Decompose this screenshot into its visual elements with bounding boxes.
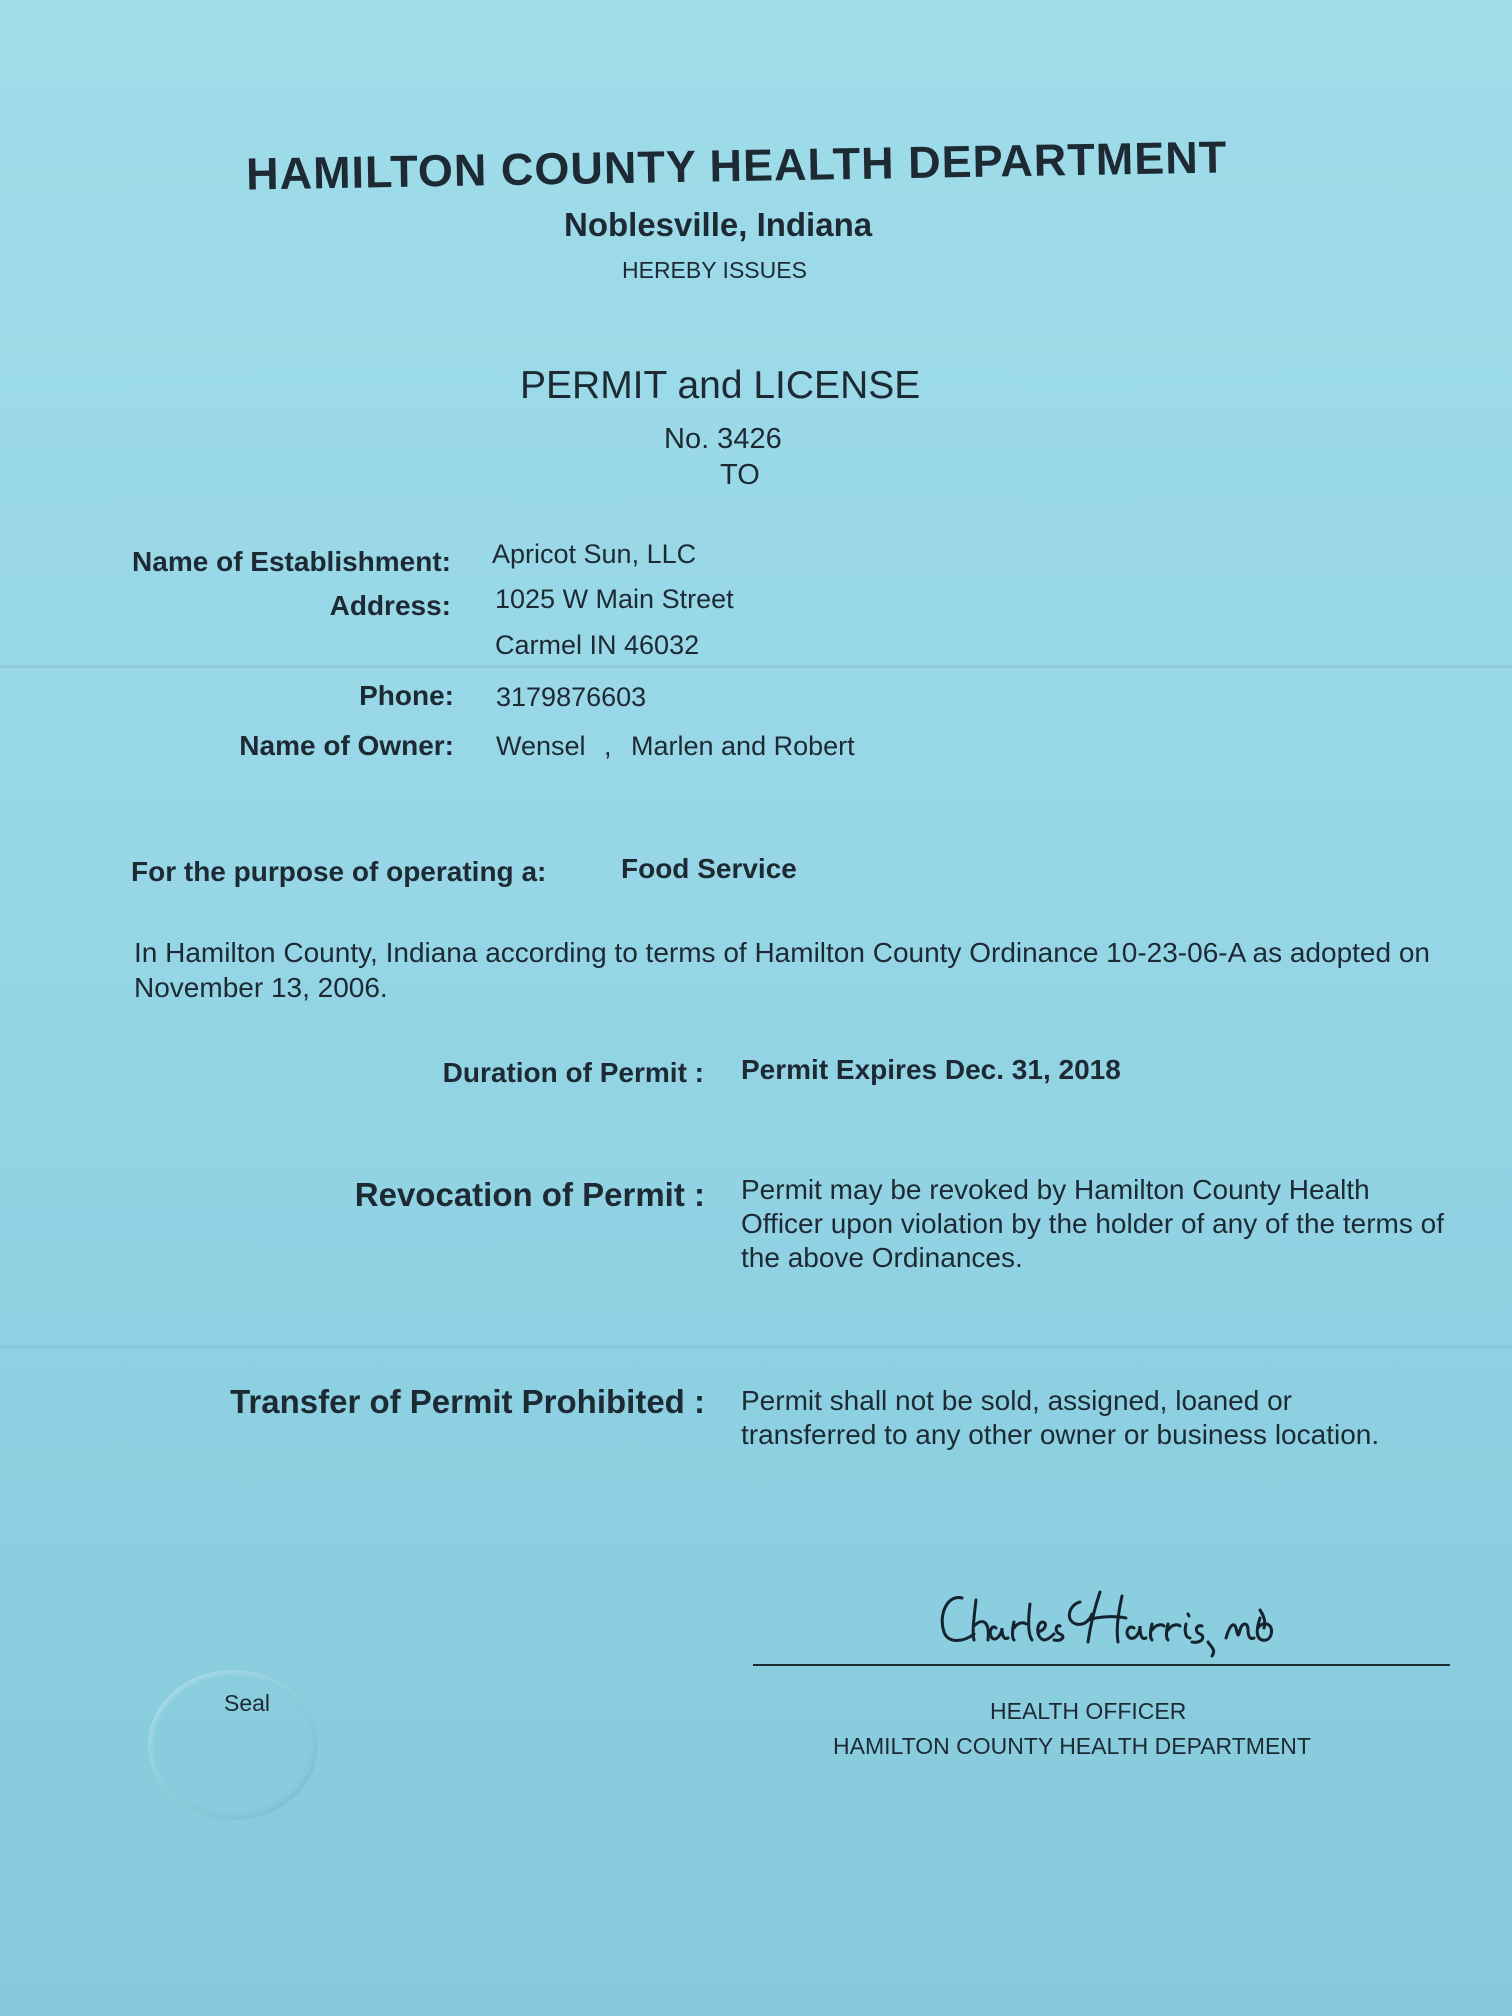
address-line1: 1025 W Main Street: [495, 584, 734, 614]
address-label: Address:: [329, 590, 451, 621]
department-heading: HAMILTON COUNTY HEALTH DEPARTMENT: [245, 131, 1228, 200]
phone-value: 3179876603: [496, 682, 647, 712]
permit-title: PERMIT and LICENSE: [520, 364, 921, 407]
signature-image: [930, 1580, 1280, 1660]
paper-fold: [0, 1345, 1512, 1348]
owner-first-names: Marlen and Robert: [631, 731, 855, 761]
ordinance-text: In Hamilton County, Indiana according to terms of Hamilton County Ordinance 10-23-06-A as adopted on November 13, 2006.: [134, 937, 1430, 1003]
health-officer-department: HAMILTON COUNTY HEALTH DEPARTMENT: [833, 1733, 1311, 1759]
transfer-label: Transfer of Permit Prohibited :: [230, 1383, 705, 1420]
seal-label: Seal: [224, 1690, 271, 1716]
duration-value: Permit Expires Dec. 31, 2018: [741, 1054, 1121, 1085]
revocation-text: Permit may be revoked by Hamilton County Health Officer upon violation by the holder of any of the terms of the above Ordinances.: [741, 1174, 1444, 1273]
establishment-name-label: Name of Establishment:: [132, 546, 451, 577]
city-subheading: Noblesville, Indiana: [564, 206, 873, 243]
purpose-value: Food Service: [621, 853, 797, 884]
permit-number: No. 3426: [664, 423, 782, 455]
transfer-text: Permit shall not be sold, assigned, loaned or transferred to any other owner or business location.: [741, 1385, 1380, 1450]
revocation-label: Revocation of Permit :: [354, 1176, 705, 1213]
paper-fold: [0, 665, 1512, 668]
purpose-label: For the purpose of operating a:: [131, 856, 547, 887]
signature-line: [753, 1664, 1450, 1666]
hereby-issues: HEREBY ISSUES: [622, 257, 807, 283]
health-officer-title: HEALTH OFFICER: [990, 1698, 1187, 1724]
owner-separator: ,: [604, 731, 612, 761]
phone-label: Phone:: [359, 680, 454, 711]
permit-to: TO: [720, 459, 760, 491]
duration-label: Duration of Permit :: [442, 1057, 704, 1088]
address-line2: Carmel IN 46032: [495, 630, 700, 660]
owner-last-name: Wensel: [496, 731, 586, 761]
establishment-name: Apricot Sun, LLC: [492, 539, 697, 569]
owner-label: Name of Owner:: [239, 730, 454, 761]
